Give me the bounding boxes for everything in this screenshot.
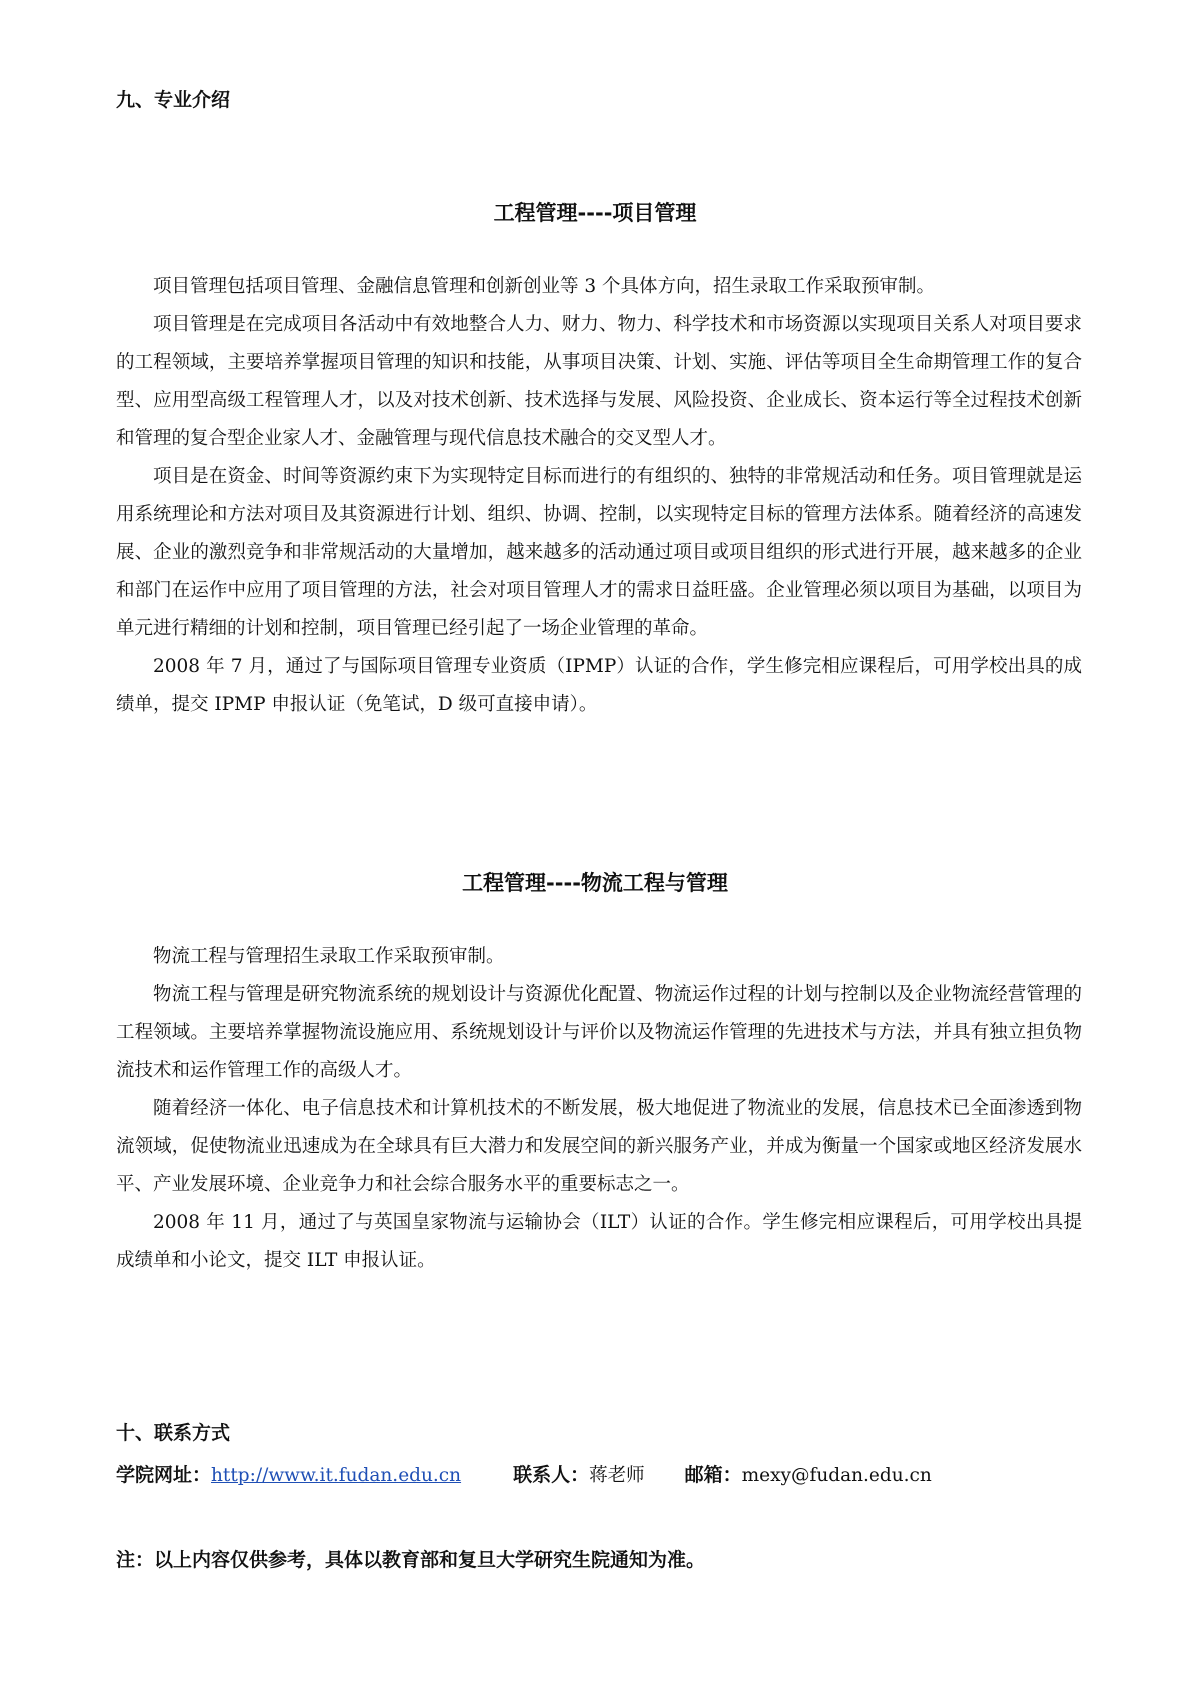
program-body-project-management — [116, 268, 1082, 724]
program-body-logistics-engineering — [116, 938, 1082, 1280]
section-heading-major-introduction: 九、专业介绍 — [116, 89, 231, 111]
paragraph: 随着经济一体化、电子信息技术和计算机技术的不断发展，极大地促进了物流业的发展，信息技术已全面渗透到物流领域，促使物流业迅速成为在全球具有巨大潜力和发展空间的新兴服务产业，并成为衡量一个国家或地区经济发展水平、产业发展环境、企业竞争力和社会综合服务水平的重要标志之一。 — [116, 1098, 1082, 1195]
paragraph: 项目管理包括项目管理、金融信息管理和创新创业等 3 个具体方向，招生录取工作采取预审制。 — [153, 276, 936, 297]
program-title-logistics-engineering: 工程管理----物流工程与管理 — [462, 871, 728, 895]
paragraph: 项目管理是在完成项目各活动中有效地整合人力、财力、物力、科学技术和市场资源以实现项目关系人对项目要求的工程领域，主要培养掌握项目管理的知识和技能，从事项目决策、计划、实施、评估等项目全生命期管理工作的复合型、应用型高级工程管理人才，以及对技术创新、技术选择与发展、风险投资、企业成长、资本运行等全过程技术创新和管理的复合型企业家人才、金融管理与现代信息技术融合的交叉型人才。 — [116, 314, 1082, 449]
paragraph: 2008 年 7 月，通过了与国际项目管理专业资质（IPMP）认证的合作，学生修完相应课程后，可用学校出具的成绩单，提交 IPMP 申报认证（免笔试，D 级可直接申请）。 — [116, 656, 1082, 715]
section-heading-contact: 十、联系方式 — [116, 1422, 231, 1444]
email-label: 邮箱： — [684, 1464, 742, 1486]
email-address: mexy@fudan.edu.cn — [741, 1465, 932, 1486]
contact-label: 联系人： — [513, 1464, 590, 1486]
paragraph: 项目是在资金、时间等资源约束下为实现特定目标而进行的有组织的、独特的非常规活动和任务。项目管理就是运用系统理论和方法对项目及其资源进行计划、组织、协调、控制，以实现特定目标的管理方法体系。随着经济的高速发展、企业的激烈竞争和非常规活动的大量增加，越来越多的活动通过项目或项目组织的形式进行开展，越来越多的企业和部门在运作中应用了项目管理的方法，社会对项目管理人才的需求日益旺盛。企业管理必须以项目为基础，以项目为单元进行精细的计划和控制，项目管理已经引起了一场企业管理的革命。 — [116, 466, 1082, 639]
contact-name: 蒋老师 — [589, 1465, 645, 1486]
disclaimer-note: 注：以上内容仅供参考，具体以教育部和复旦大学研究生院通知为准。 — [116, 1549, 706, 1571]
website-label: 学院网址： — [116, 1464, 212, 1486]
paragraph: 2008 年 11 月，通过了与英国皇家物流与运输协会（ILT）认证的合作。学生修完相应课程后，可用学校出具提成绩单和小论文，提交 ILT 申报认证。 — [116, 1212, 1082, 1271]
paragraph: 物流工程与管理招生录取工作采取预审制。 — [153, 946, 505, 967]
paragraph: 物流工程与管理是研究物流系统的规划设计与资源优化配置、物流运作过程的计划与控制以及企业物流经营管理的工程领域。主要培养掌握物流设施应用、系统规划设计与评价以及物流运作管理的先进技术与方法，并具有独立担负物流技术和运作管理工作的高级人才。 — [116, 984, 1082, 1081]
contact-info-line — [116, 1461, 1082, 1490]
website-link[interactable]: http://www.it.fudan.edu.cn — [211, 1465, 462, 1486]
program-title-project-management: 工程管理----项目管理 — [493, 201, 697, 225]
